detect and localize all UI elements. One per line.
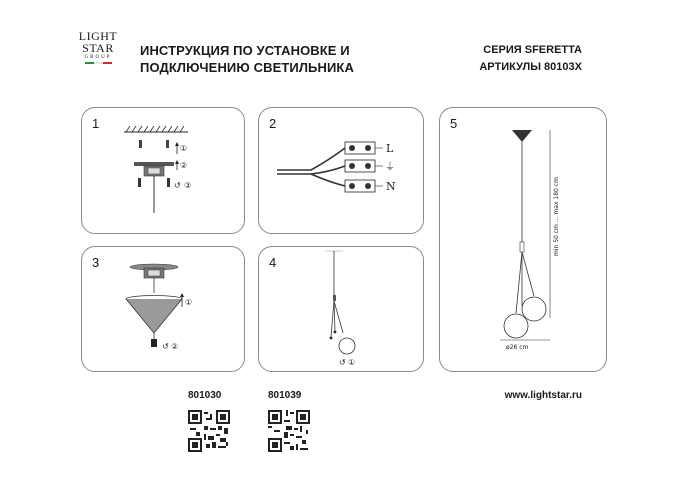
logo-line-star: STAR: [82, 41, 114, 55]
dimensions-diagram: [440, 108, 608, 373]
italian-flag-icon: [78, 62, 118, 64]
bulb-install-diagram: [259, 247, 425, 373]
document-title: [140, 42, 354, 76]
ceiling-mount-diagram: [82, 108, 246, 235]
step-number: 2: [269, 116, 277, 131]
ground-icon: ⏚: [385, 162, 395, 173]
step-3-label-2: ②: [171, 342, 179, 351]
step-3-panel: [81, 246, 245, 372]
step-1-panel: [81, 107, 245, 234]
title-line-1: ИНСТРУКЦИЯ ПО УСТАНОВКЕ И: [140, 43, 350, 58]
website-link[interactable]: www.lightstar.ru: [504, 390, 582, 401]
step-5-panel: [439, 107, 607, 372]
logo-line-light: LIGHT: [78, 29, 118, 43]
step-2-panel: [258, 107, 424, 234]
step-3-label-1: ①: [185, 298, 193, 307]
svg-text:↺: ↺: [174, 181, 181, 190]
brand-logo: [78, 30, 118, 64]
logo-line-group: GROUP: [84, 55, 112, 60]
step-4-label-1: ①: [348, 358, 356, 367]
canopy-assembly-diagram: [82, 247, 246, 373]
qr-code-icon[interactable]: [188, 410, 230, 452]
title-line-2: ПОДКЛЮЧЕНИЮ СВЕТИЛЬНИКА: [140, 60, 354, 75]
step-1-label-2: ②: [180, 161, 188, 170]
svg-text:↺: ↺: [339, 358, 346, 367]
article-code-801039: 801039: [268, 390, 302, 401]
step-number: 1: [92, 116, 100, 131]
wire-label-live: L: [386, 142, 394, 155]
step-number: 5: [450, 116, 458, 131]
step-number: 4: [269, 255, 277, 270]
step-1-label-3: ③: [184, 181, 192, 190]
article-numbers: АРТИКУЛЫ 80103X: [479, 61, 582, 73]
wiring-diagram: [259, 108, 425, 235]
step-4-panel: [258, 246, 424, 372]
step-number: 3: [92, 255, 100, 270]
qr-code-icon[interactable]: [268, 410, 310, 452]
series-name: СЕРИЯ SFERETTA: [483, 44, 582, 56]
wire-label-neutral: N: [386, 180, 396, 193]
height-range-label: min 50 cm ... max 180 cm: [553, 177, 560, 256]
article-code-801030: 801030: [188, 390, 222, 401]
diameter-label: ø26 cm: [506, 344, 529, 351]
svg-text:↺: ↺: [162, 342, 169, 351]
series-info: [479, 42, 582, 76]
step-1-label-1: ①: [180, 144, 188, 153]
